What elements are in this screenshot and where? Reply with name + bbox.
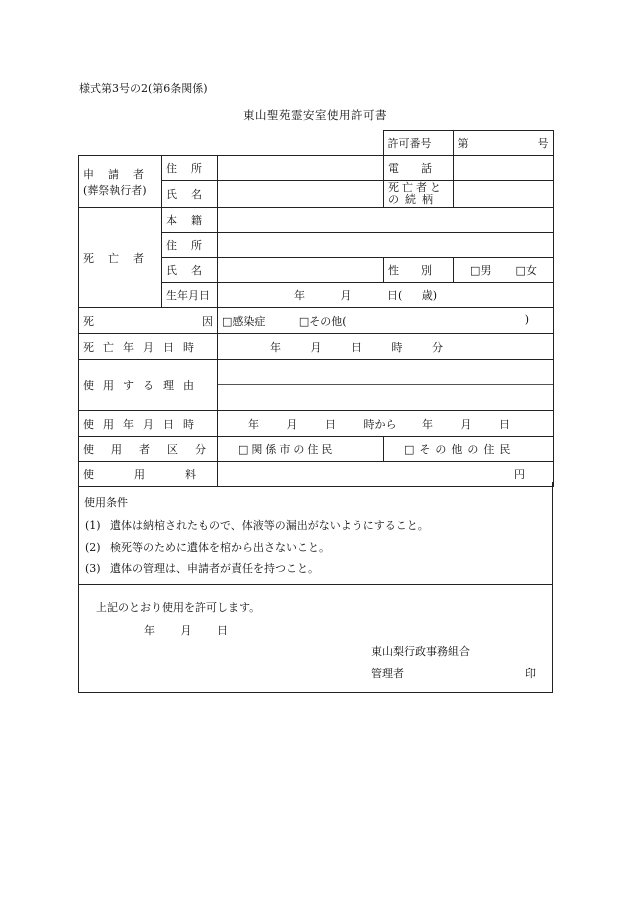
cause-label-left: 死 [83,314,94,328]
cause-label [79,308,218,334]
applicant-label-line2: (葬祭執行者) [83,183,147,197]
deceased-name-field[interactable] [218,258,384,283]
deceased-address-field[interactable] [218,233,554,258]
applicant-address-field[interactable] [218,156,384,181]
permit-number-label-text: 許可番号 [387,137,432,150]
condition-item [85,539,330,555]
sex-male-checkbox[interactable]: □男 [470,264,492,277]
death-month-unit: 月 [310,340,322,354]
approval-seal: 印 [525,667,536,680]
applicant-label-line1: 申請者 [83,167,158,181]
permit-number-table [78,130,554,156]
cause-field [218,308,554,334]
death-hour-unit: 時 [391,340,403,354]
applicant-name-label: 氏名 [162,181,218,208]
applicant-relation-label [384,181,454,208]
applicant-address-label: 住所 [162,156,218,181]
use-year-unit: 年 [248,417,259,431]
use-month2-unit: 月 [460,417,472,431]
condition-item [85,517,429,533]
deceased-domicile-field[interactable] [218,208,554,233]
user-category-option2[interactable]: □その他の住民 [404,443,516,456]
use-year2-unit: 年 [422,417,433,431]
birth-day-unit: 日( [387,289,403,302]
deceased-name-label: 氏名 [162,258,218,283]
application-table [78,155,554,487]
approval-section [78,585,553,693]
approval-month-unit: 月 [180,624,192,637]
approval-day-unit: 日 [217,624,228,637]
conditions-heading: 使用条件 [84,496,128,509]
fee-label-text: 使用料 [83,468,236,481]
fee-unit: 円 [514,468,525,481]
user-category-field [218,437,554,462]
deceased-sex-label: 性別 [384,258,454,283]
permit-prefix: 第 [457,137,469,150]
use-hour-from-unit: 時から [363,417,397,431]
death-datetime-field[interactable] [218,334,554,360]
applicant-phone-field[interactable] [454,156,554,181]
approval-statement: 上記のとおり使用を許可します。 [96,601,261,614]
document-title: 東山聖苑霊安室使用許可書 [243,108,387,122]
cause-infectious-checkbox[interactable]: □感染症 [222,314,266,328]
birth-year-unit: 年 [294,289,305,302]
sex-female-checkbox[interactable]: □女 [515,264,537,277]
condition-text: 遺体の管理は、申請者が責任を持つこと。 [110,562,319,575]
applicant-label [79,156,162,208]
condition-item [85,560,319,576]
applicant-phone-label: 電話 [384,156,454,181]
deceased-label: 死亡者 [79,208,162,308]
deceased-address-label: 住所 [162,233,218,258]
use-datetime-field[interactable] [218,411,554,437]
permit-suffix: 号 [537,137,549,150]
applicant-name-field[interactable] [218,181,384,208]
condition-text: 遺体は納棺されたもので、体液等の漏出がないようにすること。 [110,519,429,532]
reason-line [218,360,553,385]
approval-date [144,622,228,638]
death-minute-unit: 分 [432,340,443,354]
birth-age-unit: 歳) [421,289,438,302]
reason-field[interactable] [218,360,554,411]
deceased-sex-field [454,258,554,283]
approval-year-unit: 年 [144,624,155,637]
deceased-birth-field[interactable] [218,283,554,308]
cause-label-right: 因 [202,314,213,328]
user-category-label: 使用者区分 [79,437,218,462]
relation-label-line2: の続柄 [388,193,439,206]
use-datetime-label: 使用年月日時 [79,411,218,437]
conditions-section [78,482,553,585]
deceased-domicile-label: 本籍 [162,208,218,233]
form-number: 様式第3号の2(第6条関係) [79,82,208,95]
permit-number-label [388,135,449,151]
death-datetime-label: 死亡年月日時 [79,334,218,360]
cause-other-checkbox[interactable]: □その他( [298,314,347,328]
use-day-unit: 日 [325,417,336,431]
death-year-unit: 年 [270,340,281,354]
use-month-unit: 月 [286,417,298,431]
condition-num: (2) [85,541,101,554]
approval-organization: 東山梨行政事務組合 [371,645,470,658]
approval-manager-label: 管理者 [371,667,404,680]
applicant-relation-field[interactable] [454,181,554,208]
cause-close-paren: ) [524,312,529,326]
permit-number-field[interactable] [453,131,553,156]
condition-text: 検死等のために遺体を棺から出さないこと。 [110,541,330,554]
reason-label: 使用する理由 [79,360,218,411]
relation-label-line1: 死亡者と [388,181,444,194]
condition-num: (1) [85,519,101,532]
deceased-birth-label: 生年月日 [162,283,218,308]
user-category-option1[interactable]: □関係市の住民 [218,437,384,461]
death-day-unit: 日 [351,340,362,354]
birth-month-unit: 月 [340,289,352,302]
use-day2-unit: 日 [499,417,510,431]
condition-num: (3) [85,562,101,575]
